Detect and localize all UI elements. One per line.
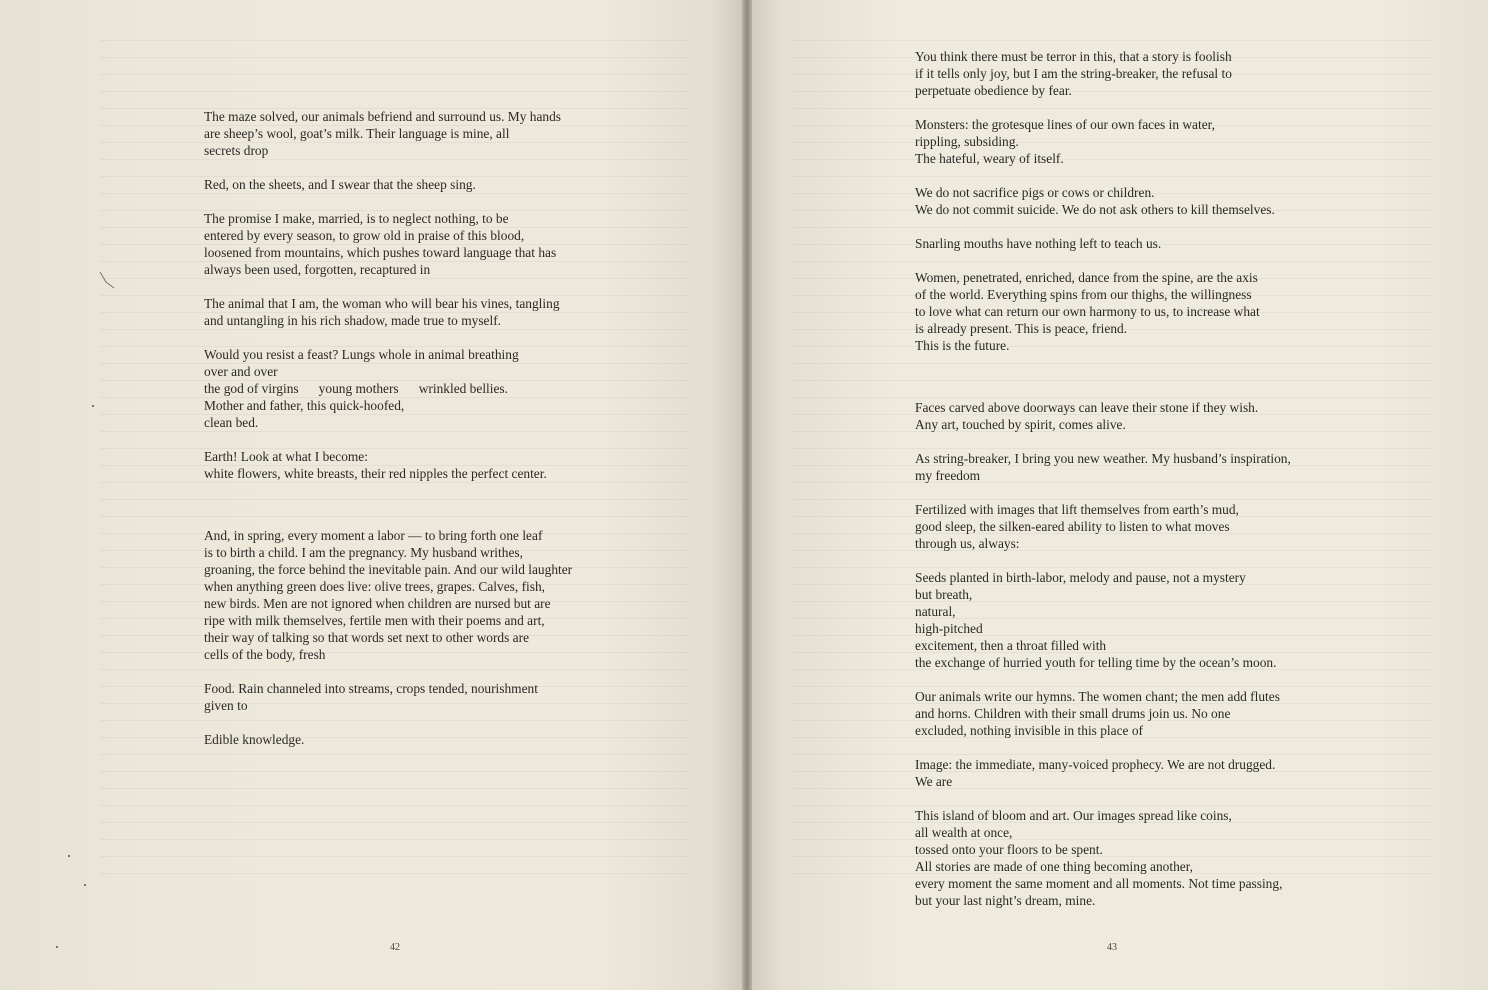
poem-line: excitement, then a throat filled with — [915, 638, 1107, 653]
stanza — [204, 680, 572, 714]
page-number: 43 — [1107, 942, 1117, 953]
poem-line: and untangling in his rich shadow, made true to myself. — [204, 313, 502, 328]
poem-line: always been used, forgotten, recaptured in — [204, 262, 431, 277]
stanza — [915, 688, 1291, 739]
poem-line: Food. Rain channeled into streams, crops tended, nourishment — [204, 681, 538, 696]
poem-line: The maze solved, our animals befriend and surround us. My hands — [204, 109, 561, 124]
stanza — [204, 731, 572, 748]
poem-line: my freedom — [915, 468, 981, 483]
poem-line: Fertilized with images that lift themselves from earth’s mud, — [915, 502, 1239, 517]
stanza — [915, 184, 1291, 218]
poem-line: You think there must be terror in this, that a story is foolish — [915, 49, 1232, 64]
paper-speck — [68, 855, 70, 857]
poem-line: Seeds planted in birth-labor, melody and pause, not a mystery — [915, 570, 1246, 585]
poem-line: This island of bloom and art. Our images spread like coins, — [915, 808, 1232, 823]
poem-line: but your last night’s dream, mine. — [915, 893, 1096, 908]
poem-line: ripe with milk themselves, fertile men with their poems and art, — [204, 613, 545, 628]
poem-line: The hateful, weary of itself. — [915, 151, 1064, 166]
poem-line: All stories are made of one thing becoming another, — [915, 859, 1193, 874]
stanza — [915, 269, 1291, 354]
poem-line: rippling, subsiding. — [915, 134, 1019, 149]
pencil-mark — [98, 270, 118, 290]
poem-line: We do not commit suicide. We do not ask others to kill themselves. — [915, 202, 1275, 217]
poem-line: secrets drop — [204, 143, 269, 158]
right-page — [752, 0, 1488, 990]
stanza — [204, 346, 572, 431]
poem-line: We do not sacrifice pigs or cows or children. — [915, 185, 1155, 200]
poem-line: to love what can return our own harmony to us, to increase what — [915, 304, 1260, 319]
poem-line: entered by every season, to grow old in praise of this blood, — [204, 228, 525, 243]
poem-line: As string-breaker, I bring you new weather. My husband’s inspiration, — [915, 451, 1291, 466]
stanza — [915, 116, 1291, 167]
poem-line: of the world. Everything spins from our thighs, the willingness — [915, 287, 1252, 302]
poem-line: are sheep’s wool, goat’s milk. Their language is mine, all — [204, 126, 510, 141]
stanza — [915, 807, 1291, 909]
stanza — [204, 295, 572, 329]
poem-line: over and over — [204, 364, 278, 379]
poem-line: their way of talking so that words set next to other words are — [204, 630, 530, 645]
stanza — [915, 569, 1291, 671]
stanza — [915, 399, 1291, 433]
paper-speck — [56, 946, 58, 948]
poem-line: Image: the immediate, many-voiced prophecy. We are not drugged. — [915, 757, 1276, 772]
right-poem-text — [915, 48, 1291, 926]
stanza — [915, 48, 1291, 99]
stanza — [915, 450, 1291, 484]
stanza — [915, 501, 1291, 552]
book-gutter — [742, 0, 752, 990]
stanza — [915, 235, 1291, 252]
poem-line: good sleep, the silken-eared ability to listen to what moves — [915, 519, 1230, 534]
left-poem-text — [204, 108, 572, 765]
paper-speck — [92, 405, 94, 407]
poem-line: the exchange of hurried youth for telling time by the ocean’s moon. — [915, 655, 1277, 670]
poem-line: The animal that I am, the woman who will bear his vines, tangling — [204, 296, 560, 311]
poem-line: tossed onto your floors to be spent. — [915, 842, 1103, 857]
poem-line: Any art, touched by spirit, comes alive. — [915, 417, 1126, 432]
poem-line: perpetuate obedience by fear. — [915, 83, 1072, 98]
poem-line: and horns. Children with their small drums join us. No one — [915, 706, 1231, 721]
poem-line: Red, on the sheets, and I swear that the sheep sing. — [204, 177, 476, 192]
poem-line: is already present. This is peace, friend. — [915, 321, 1128, 336]
poem-line: clean bed. — [204, 415, 259, 430]
poem-line: groaning, the force behind the inevitable pain. And our wild laughter — [204, 562, 573, 577]
page-number: 42 — [390, 942, 400, 953]
stanza — [915, 756, 1291, 790]
poem-line: every moment the same moment and all moments. Not time passing, — [915, 876, 1283, 891]
poem-line: all wealth at once, — [915, 825, 1013, 840]
left-page — [0, 0, 742, 990]
stanza — [204, 527, 572, 663]
poem-line: loosened from mountains, which pushes toward language that has — [204, 245, 557, 260]
poem-line: cells of the body, fresh — [204, 647, 326, 662]
poem-line: Faces carved above doorways can leave their stone if they wish. — [915, 400, 1259, 415]
poem-line: if it tells only joy, but I am the string-breaker, the refusal to — [915, 66, 1232, 81]
poem-line: is to birth a child. I am the pregnancy. My husband writhes, — [204, 545, 523, 560]
poem-line: given to — [204, 698, 248, 713]
stanza — [204, 448, 572, 482]
poem-line: And, in spring, every moment a labor — to bring forth one leaf — [204, 528, 543, 543]
poem-line: Edible knowledge. — [204, 732, 305, 747]
poem-line: but breath, — [915, 587, 973, 602]
poem-line: high-pitched — [915, 621, 983, 636]
poem-line: Snarling mouths have nothing left to teach us. — [915, 236, 1162, 251]
poem-line: The promise I make, married, is to neglect nothing, to be — [204, 211, 509, 226]
poem-line: Mother and father, this quick-hoofed, — [204, 398, 405, 413]
poem-line: This is the future. — [915, 338, 1010, 353]
poem-line: white flowers, white breasts, their red nipples the perfect center. — [204, 466, 547, 481]
poem-line: Women, penetrated, enriched, dance from the spine, are the axis — [915, 270, 1258, 285]
stanza — [204, 210, 572, 278]
poem-line: We are — [915, 774, 953, 789]
poem-line: natural, — [915, 604, 956, 619]
poem-line: Earth! Look at what I become: — [204, 449, 368, 464]
poem-line: through us, always: — [915, 536, 1020, 551]
stanza — [204, 108, 572, 159]
poem-line: the god of virgins young mothers wrinkled bellies. — [204, 381, 508, 396]
paper-speck — [84, 884, 86, 886]
poem-line: Monsters: the grotesque lines of our own faces in water, — [915, 117, 1215, 132]
stanza — [204, 176, 572, 193]
poem-line: excluded, nothing invisible in this place of — [915, 723, 1143, 738]
poem-line: when anything green does live: olive trees, grapes. Calves, fish, — [204, 579, 545, 594]
poem-line: Would you resist a feast? Lungs whole in animal breathing — [204, 347, 519, 362]
poem-line: new birds. Men are not ignored when children are nursed but are — [204, 596, 551, 611]
poem-line: Our animals write our hymns. The women chant; the men add flutes — [915, 689, 1280, 704]
